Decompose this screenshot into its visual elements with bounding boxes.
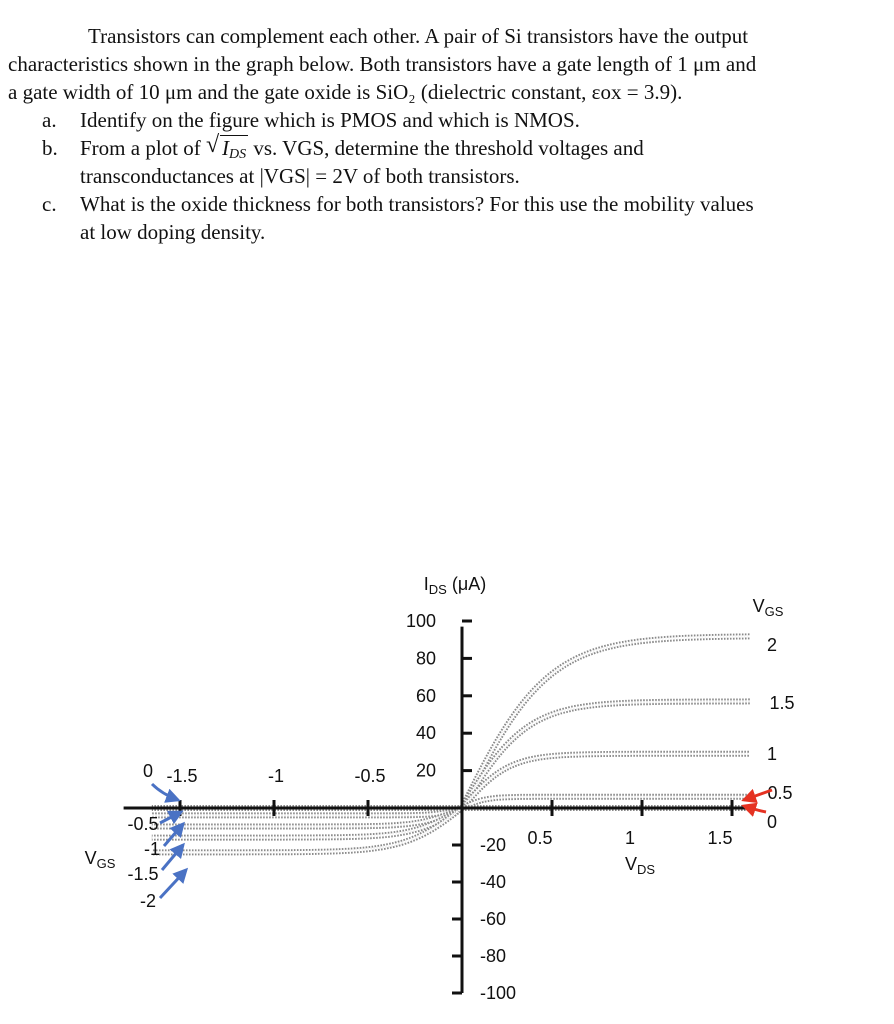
y-tick-label-pos-1: 40 xyxy=(415,723,436,744)
pmos-vgs-label-4: -2 xyxy=(139,891,157,911)
y-tick-label-neg-1: -40 xyxy=(480,872,507,892)
sqrt-sub: DS xyxy=(229,147,247,162)
sqrt-var: I xyxy=(222,136,229,160)
y-tick-label-pos-4: 100 xyxy=(405,611,436,631)
axes-group xyxy=(124,621,754,993)
nmos-curve-core-2 xyxy=(462,754,750,808)
question-c-line2: at low doping density. xyxy=(80,220,266,244)
question-c-mark: c. xyxy=(42,192,57,216)
nmos-vgs-label-3: 0.5 xyxy=(767,783,793,803)
x-tick-label-pos-0: 0.5 xyxy=(527,828,553,848)
intro-line-2: characteristics shown in the graph below. Both transistors have a gate length of 1 μm and xyxy=(8,52,757,76)
x-axis-title: $V_{DS}$ xyxy=(624,854,656,877)
y-tick-label-neg-4: -100 xyxy=(480,983,517,1003)
intro-line-3: a gate width of 10 μm and the gate oxide is SiO₂ (dielectric constant, εox = 3.9). xyxy=(8,80,683,104)
x-tick-label-neg-1: -1 xyxy=(267,766,285,786)
question-b-pre: From a plot of xyxy=(80,136,206,160)
y-tick-label-neg-3: -80 xyxy=(480,946,507,966)
pmos-arrow-3 xyxy=(162,845,183,870)
nmos-curve-core-0 xyxy=(462,636,750,808)
y-tick-label-pos-0: 20 xyxy=(415,760,436,781)
curves-group xyxy=(152,636,750,852)
question-c-line1: What is the oxide thickness for both transistors? For this use the mobility values xyxy=(80,192,754,216)
x-tick-label-neg-2: -0.5 xyxy=(354,766,386,786)
x-tick-label-pos-2: 1.5 xyxy=(707,828,733,848)
question-b-mark: b. xyxy=(42,136,58,160)
pmos-arrow-4 xyxy=(160,870,186,898)
nmos-curve-vgs-2 xyxy=(462,754,750,808)
y-tick-label-neg-2: -60 xyxy=(480,909,507,929)
y-tick-label-pos-3: 80 xyxy=(415,648,436,669)
x-tick-label-neg-0: -1.5 xyxy=(166,766,198,786)
question-b-line2: transconductances at |VGS| = 2V of both transistors. xyxy=(80,164,520,188)
x-tick-label-pos-1: 1 xyxy=(624,828,636,848)
question-a-mark: a. xyxy=(42,108,57,132)
sqrt-symbol: √ xyxy=(206,132,220,158)
y-tick-label-pos-2: 60 xyxy=(415,685,436,706)
pmos-vgs-label-3: -1.5 xyxy=(127,864,159,884)
vgs-legend-right-title: $V_{GS}$ xyxy=(752,596,784,619)
nmos-vgs-label-1: 1.5 xyxy=(769,693,795,713)
nmos-vgs-label-4: 0 xyxy=(766,812,778,832)
nmos-curve-vgs-0 xyxy=(462,636,750,808)
vgs-legend-left-title: $V_{GS}$ xyxy=(84,848,116,871)
intro-line-1: Transistors can complement each other. A pair of Si transistors have the output xyxy=(88,24,749,48)
question-b-post: vs. VGS, determine the threshold voltages and xyxy=(248,136,644,160)
y-tick-label-neg-0: -20 xyxy=(480,835,507,855)
pmos-arrow-0 xyxy=(152,784,178,800)
pmos-vgs-label-1: -0.5 xyxy=(127,814,159,834)
pmos-vgs-label-2: -1 xyxy=(143,839,161,859)
nmos-vgs-label-0: 2 xyxy=(766,635,778,655)
question-a-text: Identify on the figure which is PMOS and which is NMOS. xyxy=(80,108,580,132)
pmos-vgs-label-0: 0 xyxy=(142,761,154,781)
nmos-vgs-label-2: 1 xyxy=(766,744,778,764)
y-axis-title: $I_{DS}$ (μA) xyxy=(423,574,487,597)
